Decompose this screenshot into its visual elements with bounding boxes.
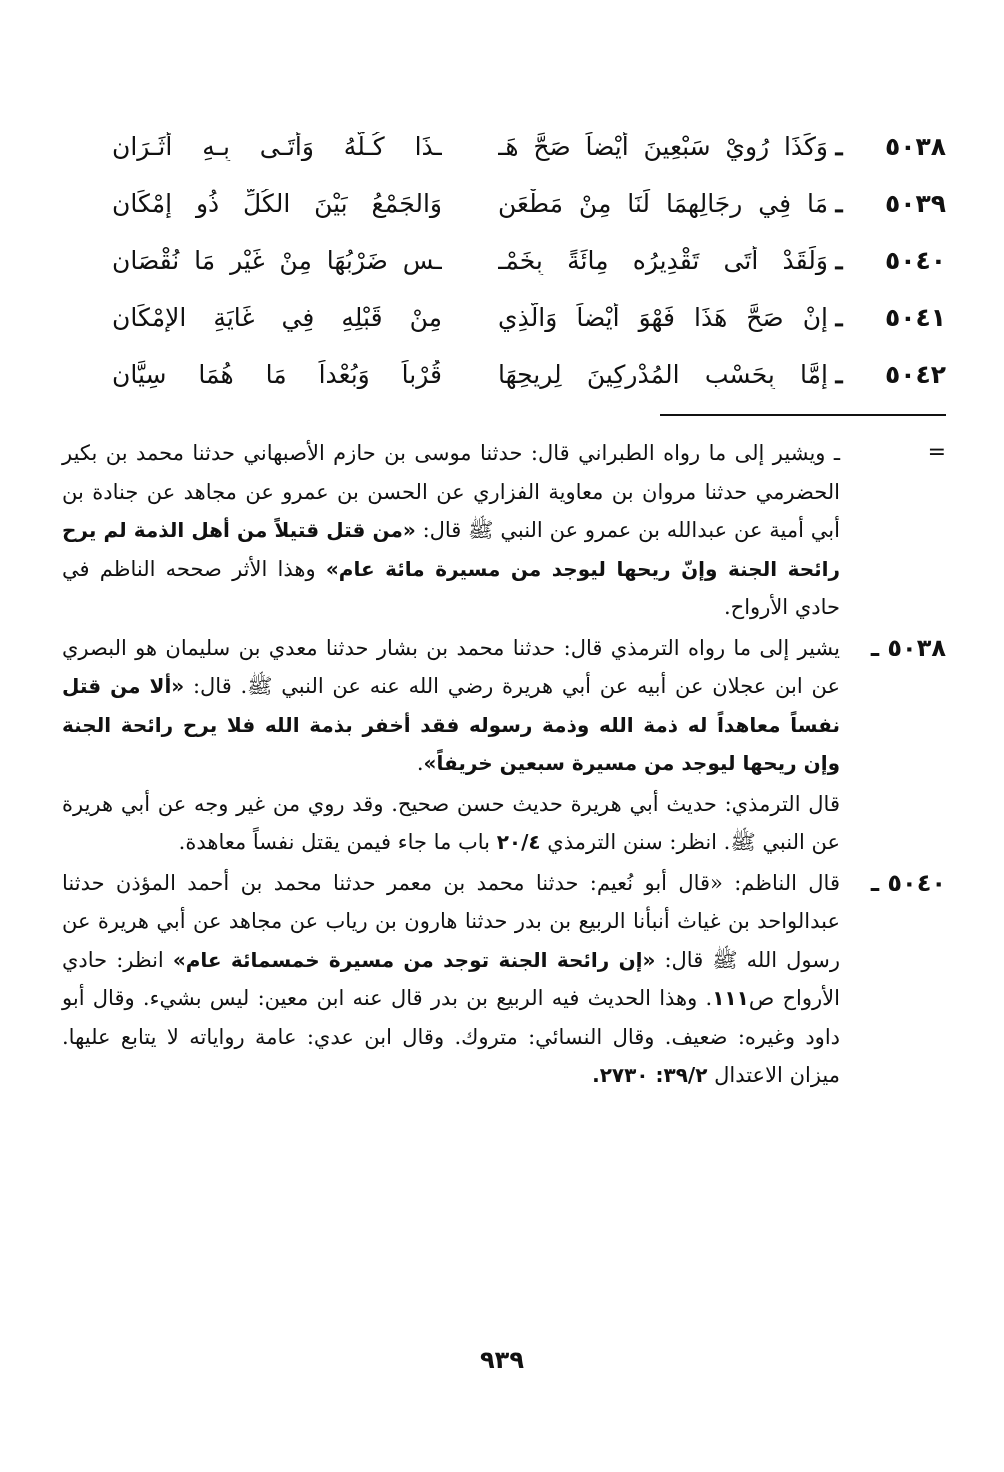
quoted-text-bold: ٣٩/٢: ٢٧٣٠. [592,1063,708,1087]
verse-line [86,118,946,175]
verse-second-hemistich: ـسٍ ضَرْبُهَا مِنْ غَيْرِ مَا نُقْصَانِ [112,246,442,275]
quoted-text-bold: «إن رائحة الجنة توجد من مسيرة خمسمائة عام» [172,947,656,972]
verse-line [86,175,946,232]
verse-line [86,289,946,346]
verse-first-hemistich: إِمَّا بِحَسْبِ المُدْرِكِينَ لِرِيحِهَا [498,360,828,389]
poem-verses [86,118,946,403]
footnote-text: وهذا الأثر صححه الناظم في حادي الأرواح. [62,556,840,619]
footnote-text: ـ ويشير إلى ما رواه الطبراني قال: حدثنا موسى بن حازم الأصبهاني حدثنا محمد بن بكير الحضرمي حدثنا مروان بن معاوية الفزاري عن الحسن بن عمرو عن مجاهد عن جنادة بن أبي أمية عن عبدالله بن عمرو عن النبي ﷺ قال: [62,441,840,542]
verse-second-hemistich: ـذَا كُـلُّهُ وَأَتَـى بِـهِ أَثَـرَانِ [112,132,442,161]
verse-dash: ـ [835,303,843,332]
footnote [62,864,946,1095]
verse-first-hemistich: وَكَذَا رُوِيْ سَبْعِينَ أَيْضاً صَحَّ هَـ [498,132,828,161]
footnote-label: = [927,440,946,465]
footnote [62,629,946,862]
verse-dash: ـ [835,246,843,275]
quoted-text-bold: ٢٠/٤ [496,830,541,854]
page-number: ٩٣٩ [480,1346,524,1374]
verse-number: ٥٠٤٢ [884,360,946,389]
verse-dash: ـ [835,189,843,218]
footnote-text: يشير إلى ما رواه الترمذي قال: حدثنا محمد بن بشار حدثنا معدي بن سليمان هو البصري عن ابن عجلان عن أبيه عن أبي هريرة رضي الله عنه عن النبي ﷺ. قال: [62,635,840,698]
verse-number: ٥٠٣٨ [884,132,946,161]
footnote-paragraph [62,785,840,862]
verse-number: ٥٠٤١ [884,303,946,332]
quoted-text-bold: «ألا من قتل نفساً معاهداً له ذمة الله وذمة رسوله فقد أخفر بذمة الله فلا يرح رائحة الجنة وإن ريحها ليوجد من مسيرة سبعين خريفاً» [62,674,840,775]
footnote-label: ٥٠٣٨ ـ [870,633,946,662]
verse-line [86,346,946,403]
footnote-text: انظر: حادي الأرواح ص [62,947,840,1010]
footnote-paragraph [62,864,840,1095]
verse-number: ٥٠٤٠ [884,246,946,275]
verse-first-hemistich: مَا فِي رِجَالِهِمَا لَنَا مِنْ مَطْعَنٍ [498,189,828,218]
footnote-label: ٥٠٤٠ ـ [870,868,946,897]
verse-second-hemistich: وَالجَمْعُ بَيْنَ الكُلِّ ذُو إِمْكَانِ [112,189,442,218]
footnote-paragraph [62,629,840,783]
footnote-text: باب ما جاء فيمن يقتل نفساً معاهدة. [178,830,497,854]
quoted-text-bold: ١١١ [712,986,749,1010]
quoted-text-bold: «من قتل قتيلاً من أهل الذمة لم يرح رائحة الجنة وإنّ ريحها ليوجد من مسيرة مائة عام» [62,518,841,581]
verse-line [86,232,946,289]
footnote-paragraph [62,434,840,627]
footnote-text: . [416,751,424,775]
footnote-separator [660,414,946,416]
verse-second-hemistich: مِنْ قَبْلِهِ فِي غَايَةِ الإِمْكَانِ [112,303,442,332]
footnote-text: قال الناظم: «قال أبو نُعيم: حدثنا محمد بن معمر حدثنا محمد بن أحمد المؤذن حدثنا عبدالواحد بن غياث أنبأنا الربيع بن بدر حدثنا هارون بن رياب عن مجاهد عن أبي هريرة عن رسول الله ﷺ قال: [62,870,840,972]
verse-first-hemistich: إِنْ صَحَّ هَذَا فَهْوَ أَيْضاً وَالَّذِي [498,303,828,332]
footnote-body [62,864,840,1095]
verse-number: ٥٠٣٩ [884,189,946,218]
footnote-body [62,629,840,862]
footnotes [62,434,946,1095]
footnote-text: . وهذا الحديث فيه الربيع بن بدر قال عنه ابن معين: ليس بشيء. وقال أبو داود وغيره: ضعيف. وقال النسائي: متروك. وقال ابن عدي: عامة رواياته لا يتابع عليها. ميزان الاعتدال [62,986,840,1087]
footnote-body [62,434,840,627]
verse-first-hemistich: وَلَقَدْ أَتَى تَقْدِيرُه مِائَةً بِخَمْـ [498,246,828,275]
verse-dash: ـ [835,132,843,161]
footnote-text: قال الترمذي: حديث أبي هريرة حديث حسن صحيح. وقد روي من غير وجه عن أبي هريرة عن النبي ﷺ. انظر: سنن الترمذي [62,791,840,854]
verse-second-hemistich: قُرْباً وَبُعْداً مَا هُمَا سِيَّانِ [112,360,442,389]
verse-dash: ـ [835,360,843,389]
footnote [62,434,946,627]
